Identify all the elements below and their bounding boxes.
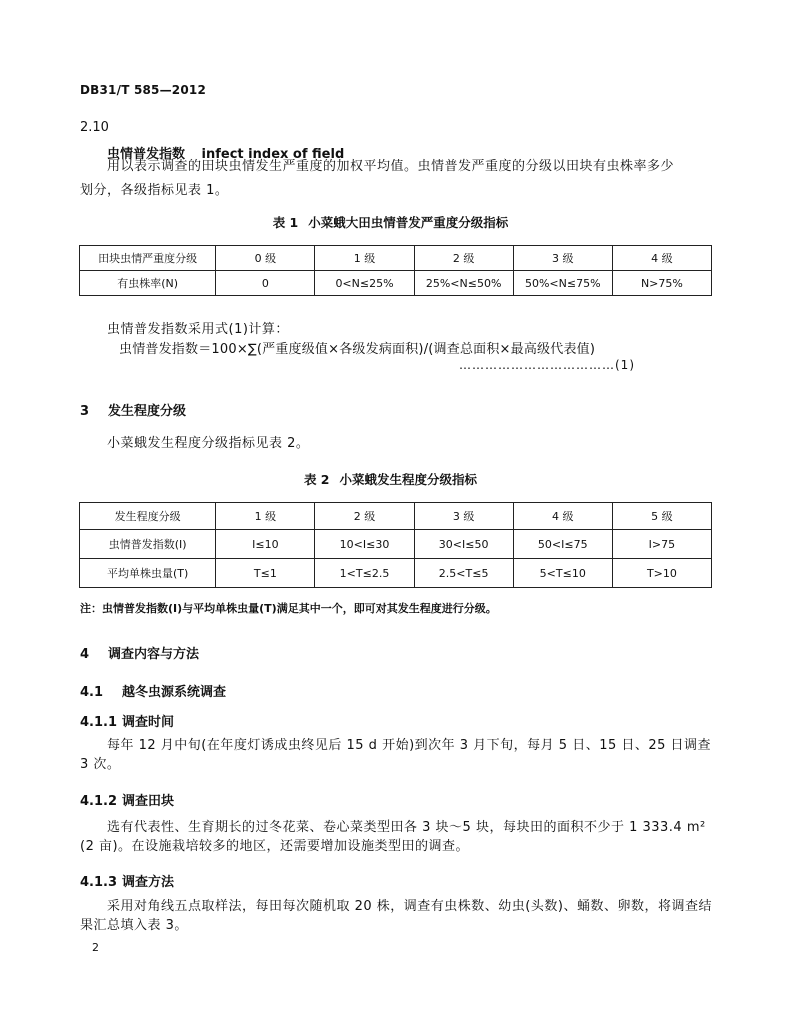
table-cell: I≤10	[216, 530, 315, 559]
section-4-1-3-line2: 果汇总填入表 3。	[80, 918, 188, 933]
section-4-1-2-heading	[80, 790, 174, 809]
table-cell: 4 级	[612, 246, 711, 271]
section-title: 调查时间	[122, 715, 175, 730]
table1-caption	[0, 213, 791, 231]
table-cell: 5<T≤10	[513, 559, 612, 588]
table-cell: 1<T≤2.5	[315, 559, 414, 588]
table-cell: 虫情普发指数(I)	[80, 530, 216, 559]
table-cell: 5 级	[612, 503, 711, 530]
table-cell: 50<I≤75	[513, 530, 612, 559]
section-4-1-2-line2: (2 亩)。在设施栽培较多的地区，还需要增加设施类型田的调查。	[80, 839, 470, 854]
table2-header-row	[80, 503, 712, 530]
table-cell: T≤1	[216, 559, 315, 588]
formula-intro: 虫情普发指数采用式(1)计算：	[107, 322, 289, 337]
table-cell: 2 级	[315, 503, 414, 530]
table-cell: 2.5<T≤5	[414, 559, 513, 588]
section-4-1-2-line1: 选有代表性、生育期长的过冬花菜、卷心菜类型田各 3 块～5 块，每块田的面积不少于 1 333.4 m²	[107, 820, 706, 835]
section-number: 4.1	[80, 685, 104, 700]
section-number: 4	[80, 647, 90, 662]
section-title: 调查方法	[122, 875, 175, 890]
section-4-1-3-heading	[80, 871, 174, 890]
term-definition-line1: 用以表示调查的田块虫情发生严重度的加权平均值。虫情普发严重度的分级以田块有虫株率多少	[107, 159, 675, 174]
section-number: 4.1.3	[80, 875, 118, 890]
section-number: 4.1.2	[80, 794, 118, 809]
table2-note: 注：虫情普发指数(I)与平均单株虫量(T)满足其中一个，即可对其发生程度进行分级。	[80, 602, 497, 615]
table-cell: 平均单株虫量(T)	[80, 559, 216, 588]
formula-expression: 虫情普发指数＝100×∑(严重度级值×各级发病面积)/(调查总面积×最高级代表值)	[119, 342, 596, 357]
section-title: 发生程度分级	[108, 404, 187, 419]
table-cell: N>75%	[612, 271, 711, 296]
table-cell: 30<I≤50	[414, 530, 513, 559]
table-cell: 25%<N≤50%	[414, 271, 513, 296]
section-4-1-heading	[80, 681, 226, 700]
section-4-1-1-heading	[80, 711, 174, 730]
table-cell: 发生程度分级	[80, 503, 216, 530]
page-number: 2	[92, 941, 99, 954]
table-cell: I>75	[612, 530, 711, 559]
table-cell: 0 级	[216, 246, 315, 271]
table-cell: 1 级	[216, 503, 315, 530]
table2-caption-title: 小菜蛾发生程度分级指标	[339, 472, 478, 487]
section-number: 4.1.1	[80, 715, 118, 730]
section-title: 调查内容与方法	[108, 647, 200, 662]
table1	[79, 245, 712, 296]
table-cell: 3 级	[513, 246, 612, 271]
table-cell: 4 级	[513, 503, 612, 530]
table-cell: 1 级	[315, 246, 414, 271]
section-3-heading	[80, 400, 186, 419]
table-cell: 50%<N≤75%	[513, 271, 612, 296]
table1-data-row	[80, 271, 712, 296]
table-cell: 10<I≤30	[315, 530, 414, 559]
formula-number: ………………………………(1)	[459, 358, 635, 372]
term-definition-line2: 划分，各级指标见表 1。	[80, 183, 229, 198]
table2-row-index	[80, 530, 712, 559]
table-cell: 3 级	[414, 503, 513, 530]
term-title-en: infect index of field	[201, 147, 345, 162]
table-cell: T>10	[612, 559, 711, 588]
standard-number: DB31/T 585—2012	[80, 83, 206, 97]
section-title: 越冬虫源系统调查	[122, 685, 227, 700]
term-number: 2.10	[80, 120, 109, 135]
section-4-1-3-line1: 采用对角线五点取样法，每田每次随机取 20 株，调查有虫株数、幼虫(头数)、蛹数、卵数，将调查结	[107, 899, 712, 914]
table2-caption-number: 表 2	[303, 472, 330, 487]
table-cell: 2 级	[414, 246, 513, 271]
table-cell: 有虫株率(N)	[80, 271, 216, 296]
table2	[79, 502, 712, 588]
table-cell: 0<N≤25%	[315, 271, 414, 296]
table-cell: 田块虫情严重度分级	[80, 246, 216, 271]
table2-row-density	[80, 559, 712, 588]
table1-caption-title: 小菜蛾大田虫情普发严重度分级指标	[308, 215, 509, 230]
section-4-heading	[80, 643, 199, 662]
section-4-1-1-line2: 3 次。	[80, 757, 121, 772]
table1-caption-number: 表 1	[272, 215, 299, 230]
section-4-1-1-line1: 每年 12 月中旬(在年度灯诱成虫终见后 15 d 开始)到次年 3 月下旬，每月 5 日、15 日、25 日调查	[107, 738, 712, 753]
section-title: 调查田块	[122, 794, 175, 809]
section-number: 3	[80, 404, 90, 419]
table1-header-row	[80, 246, 712, 271]
table2-caption	[0, 470, 791, 488]
table-cell: 0	[216, 271, 315, 296]
section-3-paragraph: 小菜蛾发生程度分级指标见表 2。	[107, 436, 310, 451]
term-title-cn: 虫情普发指数	[107, 147, 186, 162]
